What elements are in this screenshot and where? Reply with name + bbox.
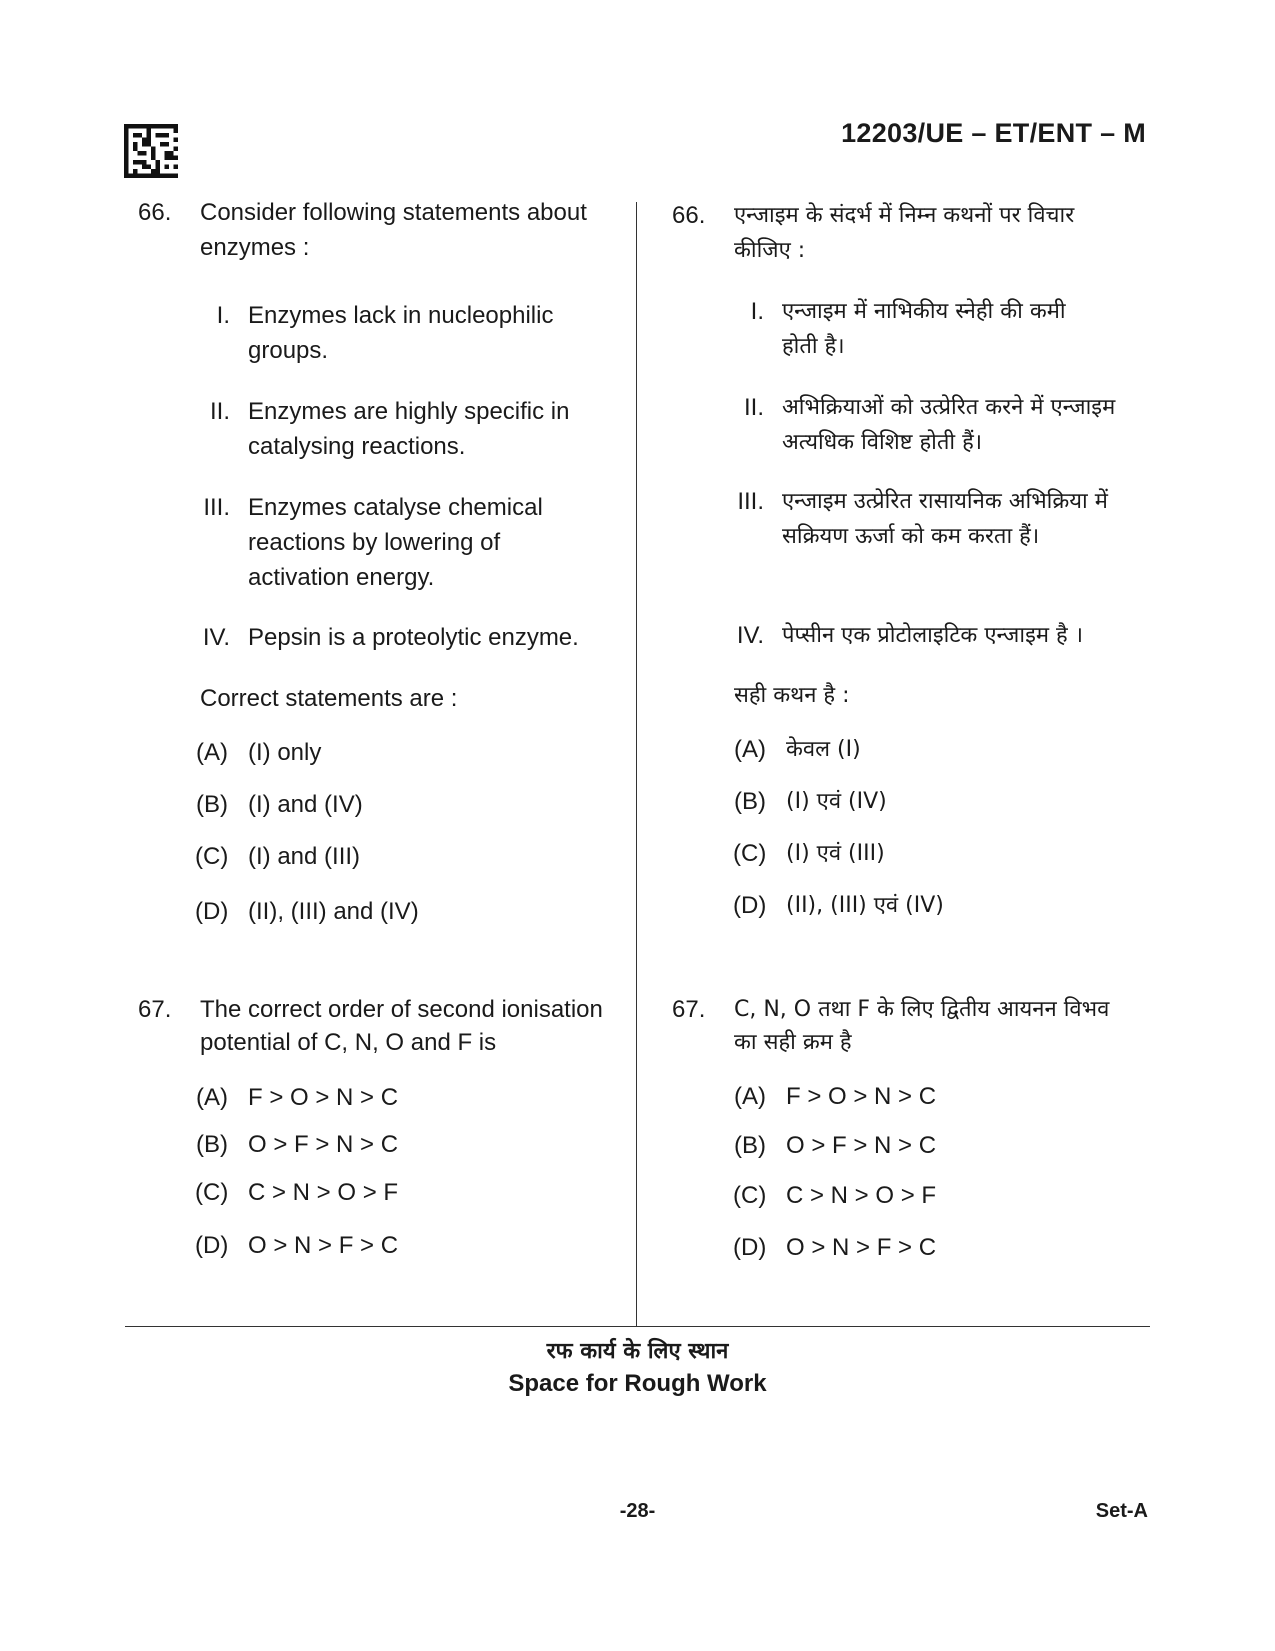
statement-text: catalysing reactions. — [248, 433, 466, 460]
question-number: 67. — [672, 996, 706, 1023]
options-prompt: Correct statements are : — [200, 685, 458, 712]
statement-text: Enzymes catalyse chemical — [248, 494, 543, 521]
statement-text: reactions by lowering of — [248, 529, 501, 556]
option-label: (A) — [734, 1083, 766, 1110]
statement-number: III. — [737, 488, 764, 515]
statement-text: Pepsin is a proteolytic enzyme. — [248, 624, 579, 651]
question-stem: एन्जाइम के संदर्भ में निम्न कथनों पर विचार — [734, 203, 1075, 228]
set-label: Set-A — [1095, 1500, 1148, 1522]
option-text: C > N > O > F — [786, 1182, 937, 1209]
option-text: (II), (III) and (IV) — [248, 898, 419, 925]
qr-code — [124, 124, 178, 178]
question-stem: The correct order of second ionisation — [200, 996, 603, 1023]
statement-text: पेप्सीन एक प्रोटोलाइटिक एन्जाइम है । — [782, 623, 1084, 648]
statement-number: I. — [216, 302, 230, 329]
option-text: F > O > N > C — [786, 1083, 937, 1110]
options-prompt: सही कथन है : — [734, 683, 850, 708]
question-number: 67. — [138, 996, 172, 1023]
statement-text: अभिक्रियाओं को उत्प्रेरित करने में एन्जाइम — [782, 395, 1116, 420]
rough-work-divider — [125, 1326, 1150, 1327]
paper-code: 12203/UE – ET/ENT – M — [841, 118, 1146, 148]
option-text: (I) and (III) — [248, 843, 361, 870]
statement-text: सक्रियण ऊर्जा को कम करता हैं। — [782, 524, 1040, 549]
option-label: (C) — [733, 1182, 767, 1209]
option-text: C > N > O > F — [248, 1179, 399, 1206]
option-text: (II), (III) एवं (IV) — [786, 893, 944, 918]
question-stem: कीजिए : — [734, 238, 806, 263]
question-stem: enzymes : — [200, 234, 310, 261]
option-label: (A) — [196, 1084, 228, 1111]
statement-text: groups. — [248, 337, 329, 364]
rough-work-heading: Space for Rough Work — [508, 1370, 767, 1397]
statement-text: एन्जाइम में नाभिकीय स्नेही की कमी — [782, 299, 1066, 324]
statement-text: Enzymes lack in nucleophilic — [248, 302, 554, 329]
statement-number: IV. — [202, 624, 230, 651]
statement-text: अत्यधिक विशिष्ट होती हैं। — [782, 430, 983, 455]
statement-number: IV. — [736, 622, 764, 649]
statement-text: activation energy. — [248, 564, 435, 591]
page-number: -28- — [619, 1500, 656, 1522]
option-text: केवल (I) — [786, 737, 861, 762]
option-label: (C) — [733, 840, 767, 867]
option-label: (A) — [196, 739, 228, 766]
question-number: 66. — [672, 202, 706, 229]
option-label: (D) — [733, 892, 767, 919]
option-label: (B) — [734, 788, 766, 815]
question-number: 66. — [138, 199, 172, 226]
option-text: O > N > F > C — [786, 1234, 937, 1261]
statement-text: होती है। — [782, 334, 845, 359]
option-text: O > F > N > C — [786, 1132, 937, 1159]
option-label: (B) — [196, 791, 228, 818]
rough-work-heading-hindi: रफ कार्य के लिए स्थान — [546, 1339, 729, 1364]
option-text: (I) only — [248, 739, 322, 766]
option-label: (B) — [196, 1131, 228, 1158]
statement-text: Enzymes are highly specific in — [248, 398, 570, 425]
option-label: (D) — [733, 1234, 767, 1261]
question-stem: C, N, O तथा F के लिए द्वितीय आयनन विभव — [734, 997, 1110, 1022]
option-label: (C) — [195, 843, 229, 870]
option-text: O > F > N > C — [248, 1131, 399, 1158]
option-text: O > N > F > C — [248, 1232, 399, 1259]
statement-number: III. — [203, 494, 230, 521]
option-text: (I) एवं (IV) — [786, 789, 887, 814]
option-label: (D) — [195, 1232, 229, 1259]
statement-text: एन्जाइम उत्प्रेरित रासायनिक अभिक्रिया में — [782, 489, 1108, 514]
statement-number: II. — [743, 394, 764, 421]
column-divider — [636, 202, 637, 1326]
option-label: (A) — [734, 736, 766, 763]
statement-number: II. — [209, 398, 230, 425]
option-label: (B) — [734, 1132, 766, 1159]
question-stem: का सही क्रम है — [734, 1030, 852, 1055]
option-label: (D) — [195, 898, 229, 925]
option-text: F > O > N > C — [248, 1084, 399, 1111]
option-text: (I) and (IV) — [248, 791, 363, 818]
question-stem: potential of C, N, O and F is — [200, 1029, 497, 1056]
option-label: (C) — [195, 1179, 229, 1206]
question-stem: Consider following statements about — [200, 199, 587, 226]
option-text: (I) एवं (III) — [786, 841, 885, 866]
statement-number: I. — [750, 298, 764, 325]
